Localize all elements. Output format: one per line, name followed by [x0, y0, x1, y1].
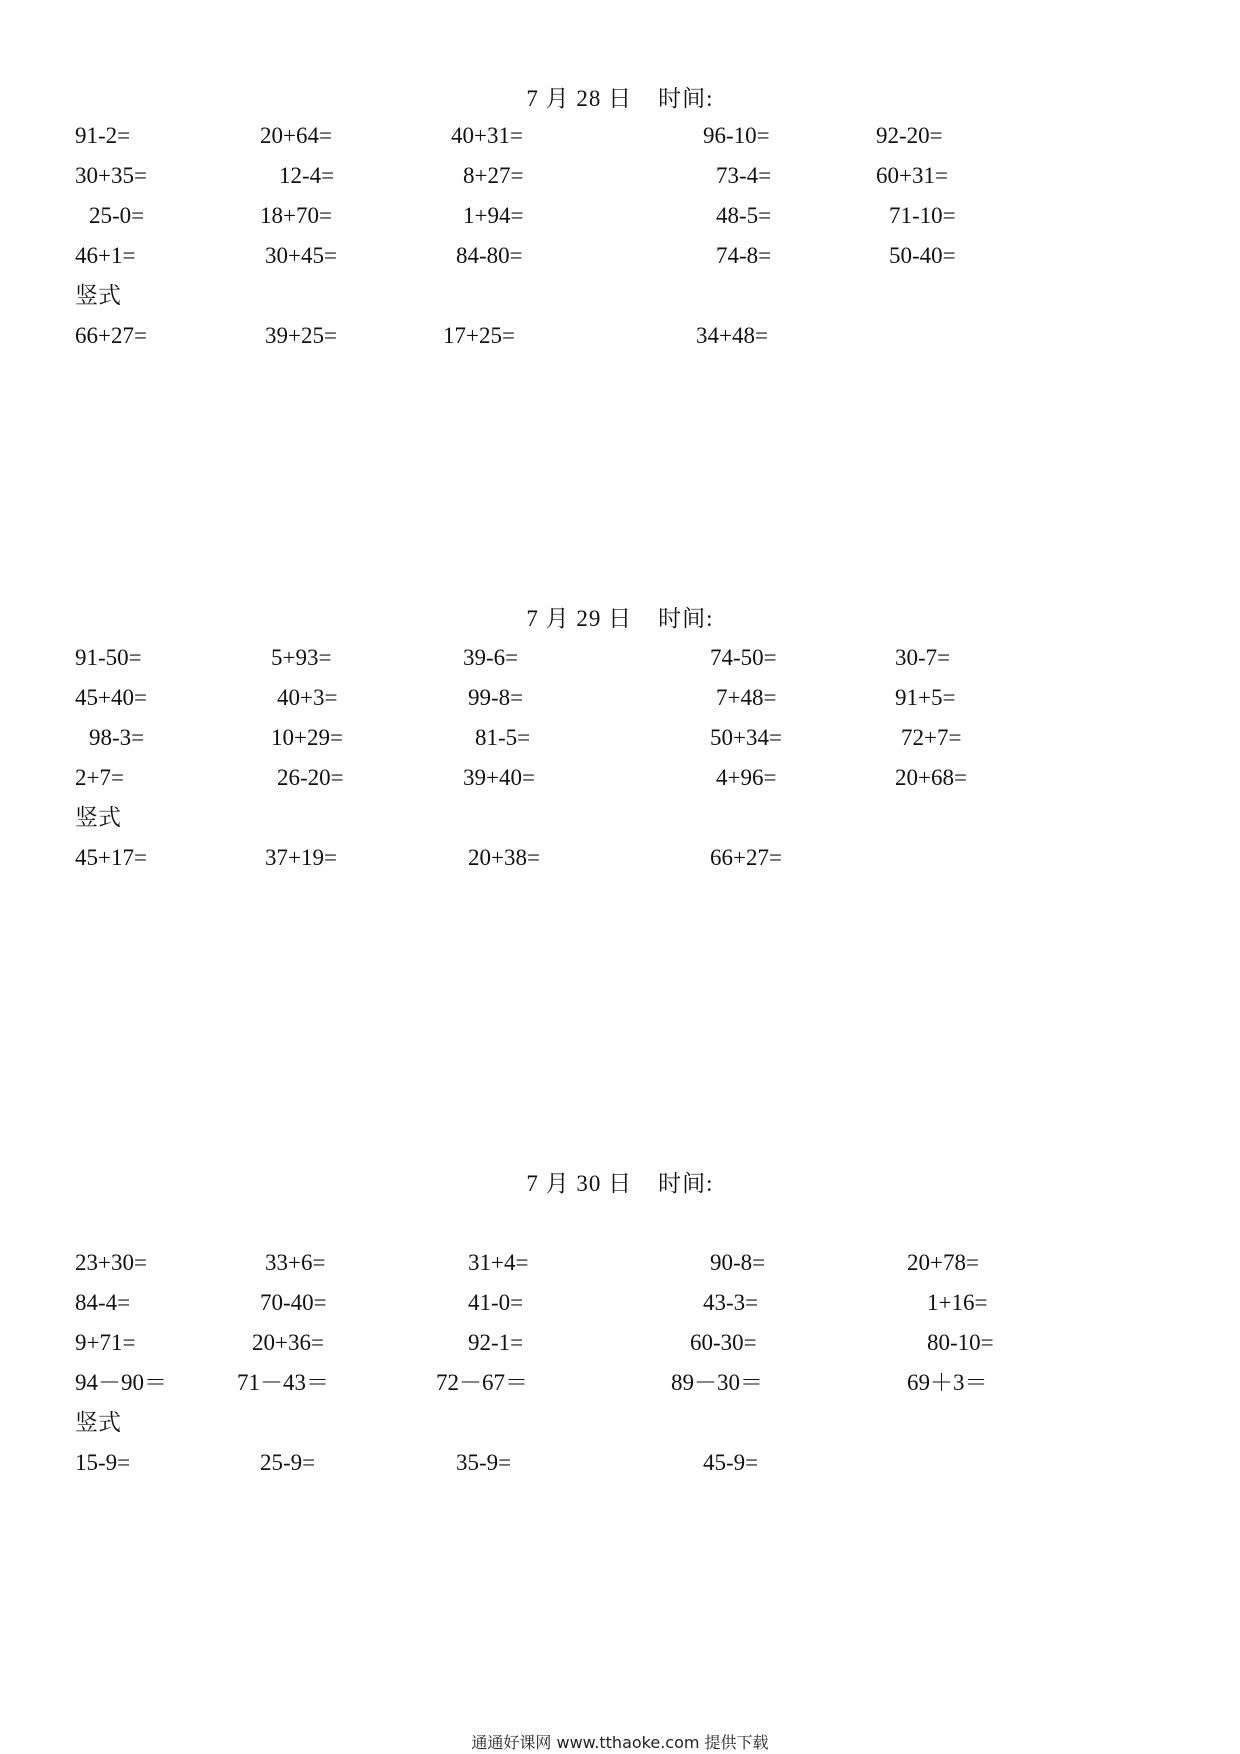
arithmetic-problem: 73-4=	[716, 163, 772, 188]
arithmetic-problem: 8+27=	[463, 163, 524, 188]
vertical-problem: 17+25=	[443, 323, 515, 348]
arithmetic-problem: 84-4=	[75, 1290, 131, 1315]
vertical-form-label: 竖式	[75, 283, 121, 308]
arithmetic-problem: 30-7=	[895, 645, 951, 670]
arithmetic-problem: 72+7=	[901, 725, 962, 750]
problem-row	[0, 1288, 1240, 1318]
arithmetic-problem: 74-8=	[716, 243, 772, 268]
time-label: 时间:	[658, 1171, 714, 1196]
arithmetic-problem: 92-1=	[468, 1330, 524, 1355]
arithmetic-problem: 9+71=	[75, 1330, 136, 1355]
arithmetic-problem: 1+16=	[927, 1290, 988, 1315]
arithmetic-problem: 31+4=	[468, 1250, 529, 1275]
time-label: 时间:	[658, 86, 714, 111]
arithmetic-problem: 48-5=	[716, 203, 772, 228]
problem-row	[0, 241, 1240, 271]
arithmetic-problem: 25-0=	[89, 203, 145, 228]
arithmetic-problem: 39+40=	[463, 765, 535, 790]
vertical-problem: 45-9=	[703, 1450, 759, 1475]
arithmetic-problem: 20+78=	[907, 1250, 979, 1275]
arithmetic-problem: 20+64=	[260, 123, 332, 148]
arithmetic-problem: 30+45=	[265, 243, 337, 268]
problem-row	[0, 1248, 1240, 1278]
arithmetic-problem: 81-5=	[475, 725, 531, 750]
arithmetic-problem: 33+6=	[265, 1250, 326, 1275]
arithmetic-problem: 40+3=	[277, 685, 338, 710]
arithmetic-problem: 50+34=	[710, 725, 782, 750]
arithmetic-problem: 40+31=	[451, 123, 523, 148]
arithmetic-problem: 94－90＝	[75, 1370, 167, 1395]
vertical-form-label: 竖式	[75, 805, 121, 830]
arithmetic-problem: 46+1=	[75, 243, 136, 268]
section-heading	[0, 1165, 1240, 1198]
arithmetic-problem: 30+35=	[75, 163, 147, 188]
vertical-problem: 37+19=	[265, 845, 337, 870]
arithmetic-problem: 80-10=	[927, 1330, 994, 1355]
arithmetic-problem: 41-0=	[468, 1290, 524, 1315]
section-heading	[0, 600, 1240, 633]
page-footer: 通通好课网 www.tthaoke.com 提供下载	[471, 1733, 769, 1752]
vertical-problem-row	[0, 1448, 1240, 1478]
arithmetic-problem: 72－67＝	[436, 1370, 528, 1395]
arithmetic-problem: 71－43＝	[237, 1370, 329, 1395]
vertical-problem-row	[0, 843, 1240, 873]
arithmetic-problem: 12-4=	[279, 163, 335, 188]
vertical-problem: 25-9=	[260, 1450, 316, 1475]
problem-row	[0, 683, 1240, 713]
arithmetic-problem: 91+5=	[895, 685, 956, 710]
arithmetic-problem: 60-30=	[690, 1330, 757, 1355]
vertical-problem: 35-9=	[456, 1450, 512, 1475]
arithmetic-problem: 74-50=	[710, 645, 777, 670]
problem-row	[0, 121, 1240, 151]
arithmetic-problem: 20+68=	[895, 765, 967, 790]
arithmetic-problem: 99-8=	[468, 685, 524, 710]
vertical-problem: 20+38=	[468, 845, 540, 870]
arithmetic-problem: 4+96=	[716, 765, 777, 790]
vertical-problem: 66+27=	[75, 323, 147, 348]
arithmetic-problem: 91-2=	[75, 123, 131, 148]
arithmetic-problem: 7+48=	[716, 685, 777, 710]
arithmetic-problem: 69＋3＝	[907, 1370, 988, 1395]
arithmetic-problem: 45+40=	[75, 685, 147, 710]
problem-row	[0, 1368, 1240, 1398]
section-date: 7 月 29 日	[526, 606, 633, 631]
arithmetic-problem: 5+93=	[271, 645, 332, 670]
section-date: 7 月 30 日	[526, 1171, 633, 1196]
problem-row	[0, 161, 1240, 191]
arithmetic-problem: 26-20=	[277, 765, 344, 790]
problem-row	[0, 643, 1240, 673]
vertical-form-label: 竖式	[75, 1410, 121, 1435]
vertical-problem: 45+17=	[75, 845, 147, 870]
arithmetic-problem: 20+36=	[252, 1330, 324, 1355]
time-label: 时间:	[658, 606, 714, 631]
arithmetic-problem: 96-10=	[703, 123, 770, 148]
section-date: 7 月 28 日	[526, 86, 633, 111]
arithmetic-problem: 60+31=	[876, 163, 948, 188]
arithmetic-problem: 23+30=	[75, 1250, 147, 1275]
arithmetic-problem: 1+94=	[463, 203, 524, 228]
arithmetic-problem: 92-20=	[876, 123, 943, 148]
problem-row	[0, 201, 1240, 231]
problem-row	[0, 763, 1240, 793]
arithmetic-problem: 90-8=	[710, 1250, 766, 1275]
vertical-problem: 34+48=	[696, 323, 768, 348]
arithmetic-problem: 18+70=	[260, 203, 332, 228]
problem-row	[0, 1328, 1240, 1358]
vertical-problem: 66+27=	[710, 845, 782, 870]
arithmetic-problem: 71-10=	[889, 203, 956, 228]
arithmetic-problem: 43-3=	[703, 1290, 759, 1315]
vertical-problem: 39+25=	[265, 323, 337, 348]
arithmetic-problem: 98-3=	[89, 725, 145, 750]
problem-row	[0, 723, 1240, 753]
vertical-problem: 15-9=	[75, 1450, 131, 1475]
arithmetic-problem: 50-40=	[889, 243, 956, 268]
arithmetic-problem: 89－30＝	[671, 1370, 763, 1395]
vertical-problem-row	[0, 321, 1240, 351]
arithmetic-problem: 39-6=	[463, 645, 519, 670]
section-heading	[0, 80, 1240, 113]
arithmetic-problem: 2+7=	[75, 765, 124, 790]
arithmetic-problem: 84-80=	[456, 243, 523, 268]
arithmetic-problem: 10+29=	[271, 725, 343, 750]
arithmetic-problem: 91-50=	[75, 645, 142, 670]
arithmetic-problem: 70-40=	[260, 1290, 327, 1315]
